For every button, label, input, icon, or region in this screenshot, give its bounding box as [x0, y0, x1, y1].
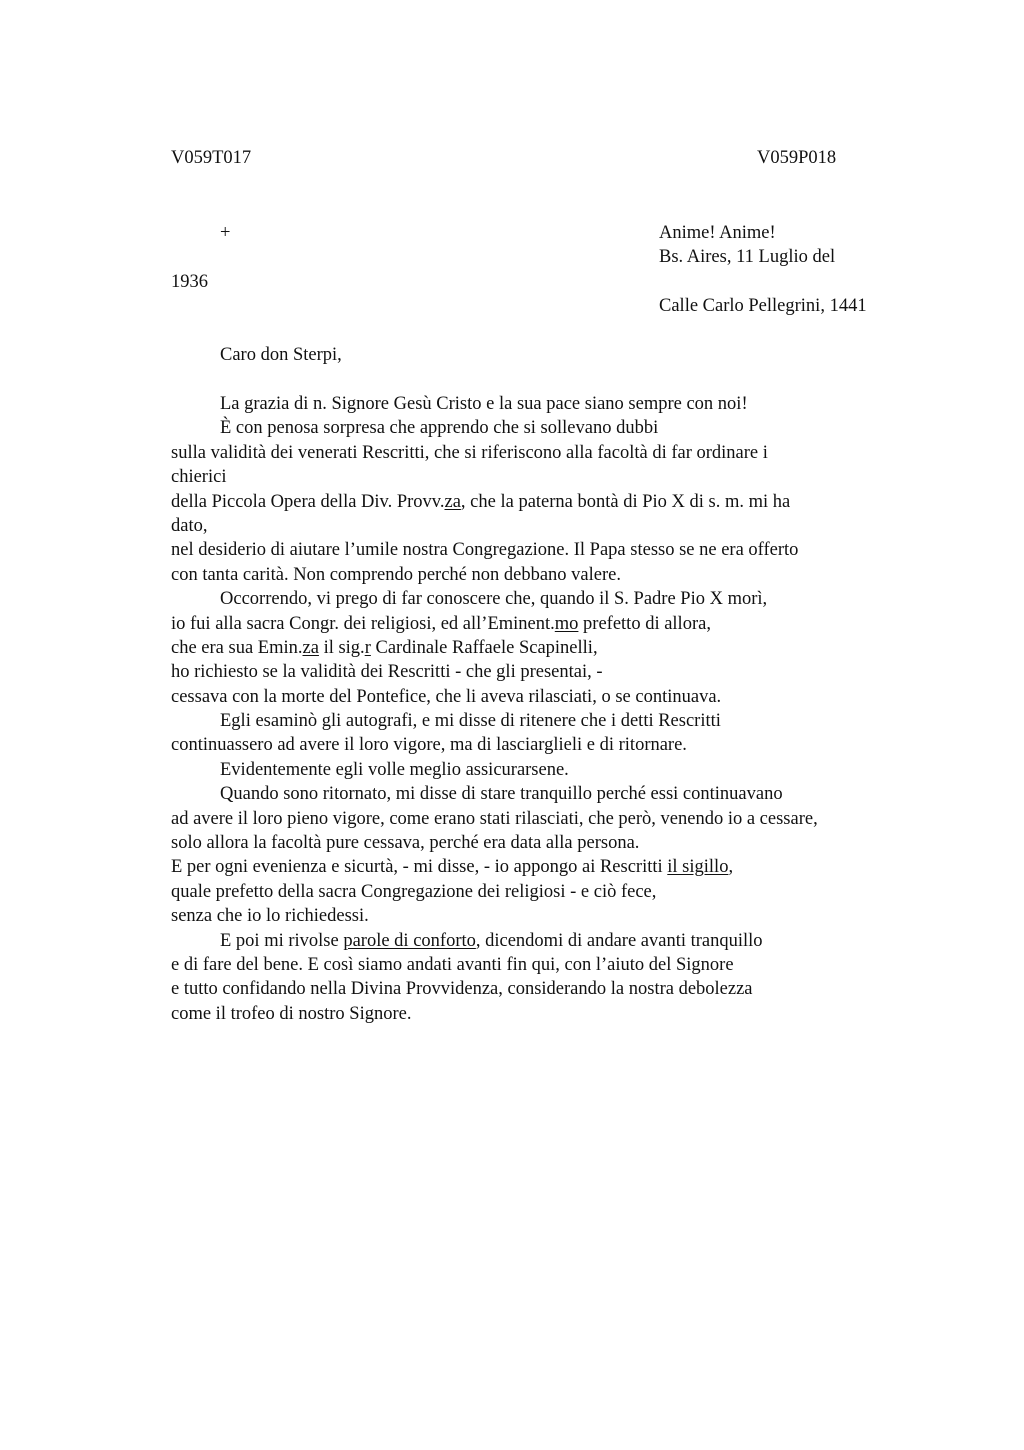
- body-line: cessava con la morte del Pontefice, che li aveva rilasciati, o se continuava.: [171, 686, 722, 707]
- letter-body: [171, 392, 818, 1026]
- text-run: della Piccola Opera della Div. Provv.: [171, 491, 445, 512]
- body-line: come il trofeo di nostro Signore.: [171, 1003, 412, 1024]
- body-line: [171, 636, 818, 660]
- body-line: quale prefetto della sacra Congregazione dei religiosi - e ciò fece,: [171, 881, 657, 902]
- salutation: Caro don Sterpi,: [220, 345, 342, 365]
- body-line: solo allora la facoltà pure cessava, perché era data alla persona.: [171, 833, 640, 854]
- text-run: E poi mi rivolse: [220, 930, 344, 951]
- body-line: [171, 490, 818, 514]
- text-run: , che la paterna bontà di Pio X di s. m. mi ha: [460, 491, 791, 512]
- body-line: con tanta carità. Non comprendo perché non debbano valere.: [171, 564, 621, 585]
- body-line: La grazia di n. Signore Gesù Cristo e la sua pace siano sempre con noi!: [220, 394, 748, 414]
- body-line: ad avere il loro pieno vigore, come erano stati rilasciati, che però, venendo io a cessare,: [171, 808, 818, 829]
- text-run: che era sua Emin.: [171, 637, 303, 658]
- body-line: È con penosa sorpresa che apprendo che si sollevano dubbi: [220, 418, 659, 439]
- body-line: Egli esaminò gli autografi, e mi disse di ritenere che i detti Rescritti: [220, 711, 721, 732]
- document-code-right: V059P018: [757, 148, 837, 168]
- body-line: dato,: [171, 515, 208, 536]
- body-line: e di fare del bene. E così siamo andati avanti fin qui, con l’aiuto del Signore: [171, 954, 734, 975]
- body-line: [171, 855, 818, 879]
- date-line: Bs. Aires, 11 Luglio del: [659, 247, 836, 267]
- underlined-phrase: il sigillo: [667, 857, 729, 878]
- text-run: io fui alla sacra Congr. dei religiosi, ed all’Eminent.: [171, 613, 555, 634]
- abbreviation-underlined: r: [364, 637, 371, 658]
- text-run: , dicendomi di andare avanti tranquillo: [475, 930, 763, 951]
- abbreviation-underlined: za: [302, 637, 319, 658]
- text-run: prefetto di allora,: [578, 613, 711, 634]
- cross-symbol: +: [220, 223, 231, 243]
- body-line: Evidentemente egli volle meglio assicurarsene.: [220, 759, 569, 780]
- text-run: Cardinale Raffaele Scapinelli,: [370, 637, 598, 658]
- body-line: chierici: [171, 467, 227, 488]
- text-run: E per ogni evenienza e sicurtà, - mi disse, - io appongo ai Rescritti: [171, 857, 668, 878]
- abbreviation-underlined: mo: [554, 613, 579, 634]
- body-line: ho richiesto se la validità dei Rescritti - che gli presentai, -: [171, 662, 603, 683]
- motto: Anime! Anime!: [659, 223, 776, 243]
- body-line: e tutto confidando nella Divina Provvidenza, considerando la nostra debolezza: [171, 979, 753, 1000]
- body-line: nel desiderio di aiutare l’umile nostra Congregazione. Il Papa stesso se ne era offerto: [171, 540, 799, 561]
- document-code-left: V059T017: [171, 148, 252, 168]
- body-line: [171, 612, 818, 636]
- text-run: ,: [728, 857, 734, 878]
- address: Calle Carlo Pellegrini, 1441: [659, 296, 867, 316]
- date-year: 1936: [171, 272, 208, 292]
- text-run: il sig.: [318, 637, 365, 658]
- body-line: senza che io lo richiedessi.: [171, 906, 369, 927]
- body-line: [171, 929, 818, 953]
- body-line: Quando sono ritornato, mi disse di stare tranquillo perché essi continuavano: [220, 784, 783, 805]
- body-line: Occorrendo, vi prego di far conoscere che, quando il S. Padre Pio X morì,: [220, 589, 768, 610]
- body-line: continuassero ad avere il loro vigore, ma di lasciarglieli e di ritornare.: [171, 735, 687, 756]
- abbreviation-underlined: za: [444, 491, 461, 512]
- body-line: sulla validità dei venerati Rescritti, che si riferiscono alla facoltà di far ordinare i: [171, 442, 768, 463]
- underlined-phrase: parole di conforto: [343, 930, 476, 951]
